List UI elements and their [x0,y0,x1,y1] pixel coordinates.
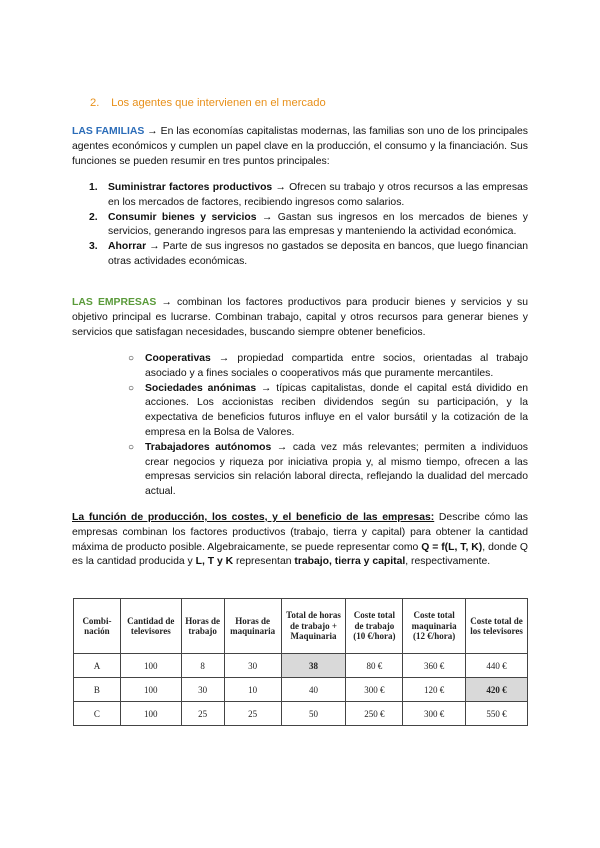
familias-label: LAS FAMILIAS [72,126,145,137]
table-row: B 100 30 10 40 300 € 120 € 420 € [74,678,528,702]
list-item: ○ Cooperativas → propiedad compartida entre socios, orientadas al trabajo asociado y a fines sociales o cooperativos más que puramente mercantiles. [128,353,528,379]
produccion-paragraph: La función de producción, los costes, y el beneficio de las empresas: Describe cómo las empresas combinan los factores productivos (trabajo, tierra y capital) para obtener la cantidad máxima de producto posible. Algebraicamente, se puede representar como Q = f(L, T, K), donde Q es la cantidad producida y L, T y K representan trabajo, tierra y capital, respectivamente. [72,512,528,568]
section-title: Los agentes que intervienen en el mercado [111,97,326,109]
list-item: ○ Trabajadores autónomos → cada vez más relevantes; permiten a individuos crear negocios y riqueza por iniciativa propia y, al mismo tiempo, ofrecen a las empresas servicios sin relación laboral directa, reflejando la dualidad del mercado actual. [128,441,529,498]
list-item: ○ Sociedades anónimas → típicas capitalistas, donde el capital está dividido en acciones. Los accionistas reciben dividendos según su participación, y la expectativa de beneficios futuros influye en el valor bursátil y la cotización de la empresa en la Bolsa de Valores. [128,382,528,438]
empresas-label: LAS EMPRESAS [72,297,157,308]
table-header: Coste total de trabajo (10 €/hora) [346,599,403,654]
table-row: A 100 8 30 38 80 € 360 € 440 € [74,654,528,678]
list-item: 1. Suministrar factores productivos → Ofrecen su trabajo y otros recursos a las empresas en los mercados de factores, recibiendo ingresos como salarios. [89,182,529,208]
table-header: Coste total de los televisores [466,599,528,654]
company-types-list [126,352,528,500]
empresas-paragraph [72,296,528,340]
circle-bullet-icon: ○ [128,441,135,453]
table-header: Horas de trabajo [181,599,224,654]
table-header: Cantidad de televisores [120,599,181,654]
table-header: Coste total maquinaria (12 €/hora) [403,599,466,654]
table-header: Combi-nación [74,599,121,654]
table-header-row [74,599,528,654]
empresas-text: → combinan los factores productivos para producir bienes y servicios y su objetivo principal es lucrarse. Combinan trabajo, capital y otros recursos para generar bienes y servicios que satisfagan necesidades, buscando siempre obtener beneficios. [72,297,529,338]
circle-bullet-icon: ○ [128,382,135,394]
highlighted-cell: 420 € [466,678,528,702]
list-item: 3. Ahorrar → Parte de sus ingresos no gastados se deposita en bancos, que luego financian otras actividades económicas. [89,241,528,267]
produccion-title: La función de producción, los costes, y el beneficio de las empresas: [72,512,435,523]
section-number: 2. [90,97,100,109]
table-header: Horas de maquinaria [224,599,281,654]
circle-bullet-icon: ○ [128,353,135,364]
section-heading [90,97,326,109]
cost-table [73,598,528,726]
familias-text: → En las economías capitalistas modernas, las familias son uno de los principales agentes económicos y cumplen un papel clave en la producción, el consumo y la financiación. Sus funciones se pueden resumir en tres puntos principales: [72,126,528,167]
table-header: Total de horas de trabajo + Maquinaria [281,599,346,654]
highlighted-cell: 38 [281,654,346,678]
family-functions-list [72,181,528,270]
table-row: C 100 25 25 50 250 € 300 € 550 € [74,702,528,726]
familias-paragraph [72,125,528,169]
list-item: 2. Consumir bienes y servicios → Gastan sus ingresos en los mercados de bienes y servicios, generando ingresos para las empresas y manteniendo la actividad económica. [89,211,528,238]
